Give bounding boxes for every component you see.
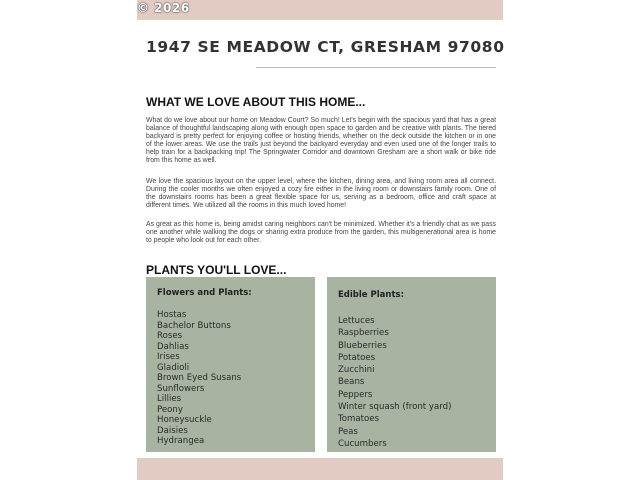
- plant-list-item: Raspberries: [338, 328, 389, 339]
- love-section-heading: WHAT WE LOVE ABOUT THIS HOME...: [146, 95, 366, 109]
- plant-list-item: Tomatoes: [338, 414, 380, 425]
- address-divider: [256, 67, 496, 68]
- plant-list-item: Peas: [338, 426, 358, 437]
- edible-list: [338, 315, 451, 450]
- plant-list-item: Potatoes: [338, 352, 376, 363]
- edible-box: [327, 277, 496, 452]
- plant-list-item: Sunflowers: [157, 383, 205, 394]
- property-address: 1947 SE MEADOW CT, GRESHAM 97080: [146, 38, 505, 56]
- plant-list-item: Cucumbers: [338, 438, 387, 449]
- plant-list-item: Zucchini: [338, 365, 375, 376]
- plant-list-item: Hostas: [157, 310, 187, 320]
- plant-list-item: Gladioli: [157, 362, 190, 373]
- plant-list-item: Hydrangea: [157, 436, 205, 446]
- plant-list-item: Blueberries: [338, 340, 387, 351]
- plant-list-item: Winter squash (front yard): [338, 402, 452, 413]
- plant-list-item: Irises: [157, 352, 180, 362]
- bottom-band: [137, 458, 503, 480]
- copyright-watermark: © 2026: [137, 1, 190, 15]
- document-page: [137, 0, 503, 480]
- plant-list-item: Peppers: [338, 389, 373, 400]
- plant-list-item: Honeysuckle: [157, 415, 212, 425]
- plant-list-item: Peony: [157, 404, 183, 415]
- plant-list-item: Dahlias: [157, 341, 189, 352]
- plant-list-item: Brown Eyed Susans: [157, 373, 242, 383]
- love-paragraph-2: We love the spacious layout on the upper level, where the kitchen, dining area, and living room area all connect. During the cooler months we often enjoyed a cozy fire either in the living room or downstairs family room. One of the downstairs rooms has been a great flexible space for us, serving as a bedroom, office and craft space at different times. We utilized all the rooms in this much loved home!: [146, 178, 496, 209]
- top-band: [137, 0, 503, 20]
- plant-list-item: Lettuces: [338, 316, 375, 326]
- plant-list-item: Lillies: [157, 394, 182, 404]
- flowers-list: [157, 310, 241, 447]
- plant-list-item: Bachelor Buttons: [157, 320, 231, 331]
- edible-box-title: Edible Plants:: [338, 290, 404, 300]
- plant-list-item: Daisies: [157, 425, 188, 436]
- plants-section-heading: PLANTS YOU'LL LOVE...: [146, 263, 287, 277]
- flowers-box-title: Flowers and Plants:: [157, 288, 252, 298]
- love-paragraph-3: As great as this home is, being amidst caring neighbors can't be minimized. Whether it's a friendly chat as we pass one another while walking the dogs or sharing extra produce from the garden, this multigenerational area is home to people who look out for each other.: [146, 221, 496, 244]
- plant-list-item: Roses: [157, 331, 183, 341]
- plant-list-item: Beans: [338, 377, 365, 388]
- love-paragraph-1: What do we love about our home on Meadow Court? So much! Let's begin with the spacious yard that has a great balance of thoughtful landscaping along with enough open space to garden and be creative with plants. The tiered backyard is pretty perfect for enjoying coffee or hosting friends, whether on the deck outside the kitchen or in one of the lower areas. We use the trails just beyond the backyard everyday and even used one of the longer trails to help train for a backpacking trip! The Springwater Corridor and downtown Gresham are a short walk or bike ride from this home as well.: [146, 117, 496, 164]
- flowers-box: [146, 277, 315, 452]
